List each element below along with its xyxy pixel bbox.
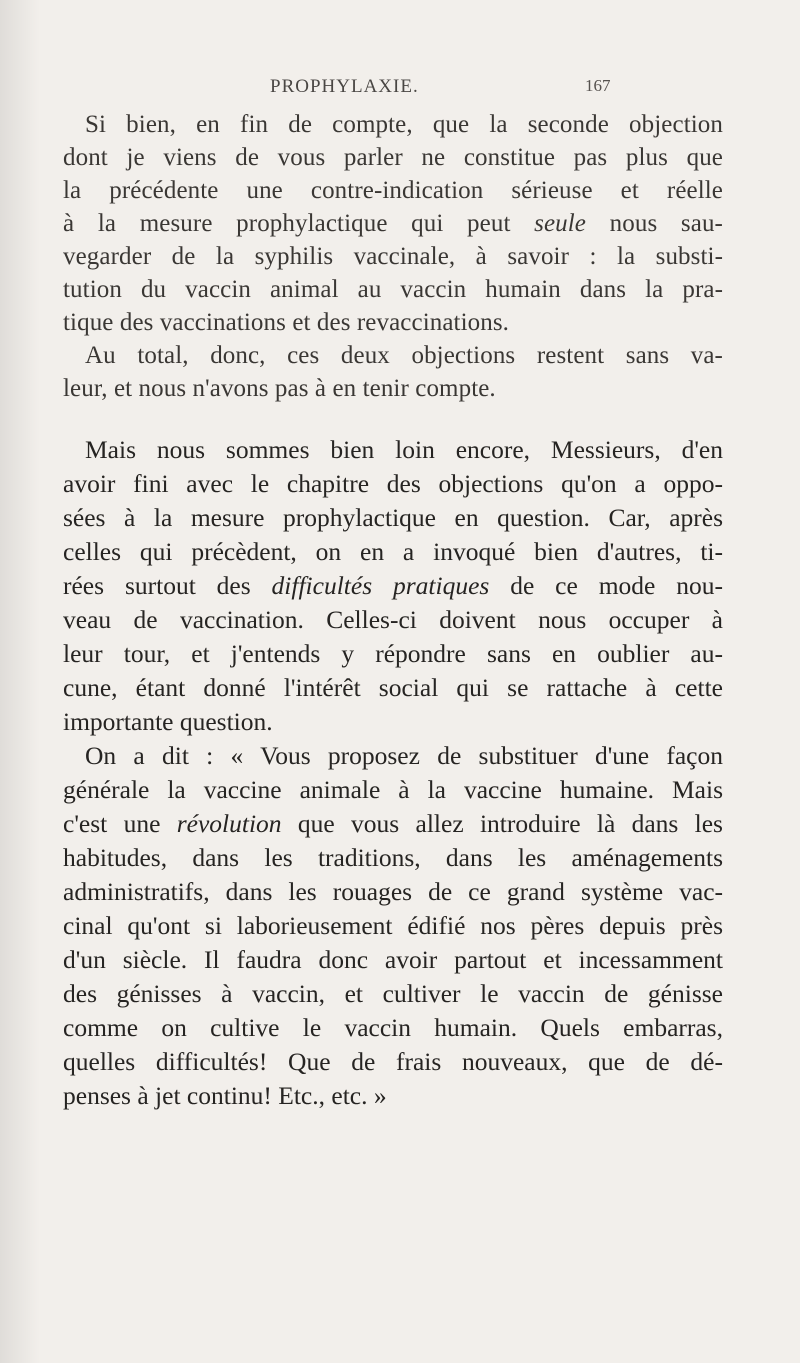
text-line: quelles difficultés! Que de frais nouveaux, que de dé- xyxy=(63,1047,723,1076)
text-line xyxy=(63,807,723,841)
text-run: nous sau- xyxy=(586,210,723,237)
text-line: Au total, donc, ces deux objections restent sans va- xyxy=(85,342,723,369)
text-run: de ce mode nou- xyxy=(489,571,723,600)
text-line: vegarder de la syphilis vaccinale, à savoir : la substi- xyxy=(63,243,723,270)
text-line: d'un siècle. Il faudra donc avoir partout et incessamment xyxy=(63,945,723,974)
page-number: 167 xyxy=(585,76,611,95)
text-line: des génisses à vaccin, et cultiver le vaccin de génisse xyxy=(63,979,723,1008)
text-line xyxy=(63,569,723,603)
text-line: leur, et nous n'avons pas à en tenir compte. xyxy=(63,375,496,402)
text-line: cinal qu'ont si laborieusement édifié nos pères depuis près xyxy=(63,911,723,940)
paragraph xyxy=(63,739,723,1113)
text-run: rées surtout des xyxy=(63,571,272,600)
spacer xyxy=(63,405,723,433)
text-line: dont je viens de vous parler ne constitue pas plus que xyxy=(63,144,723,171)
text-line: administratifs, dans les rouages de ce grand système vac- xyxy=(63,877,723,906)
text-line: Si bien, en fin de compte, que la seconde objection xyxy=(85,111,723,138)
text-line: avoir fini avec le chapitre des objections qu'on a oppo- xyxy=(63,469,723,498)
text-line: Mais nous sommes bien loin encore, Messieurs, d'en xyxy=(85,435,723,464)
text-line: comme on cultive le vaccin humain. Quels embarras, xyxy=(63,1013,723,1042)
text-line: leur tour, et j'entends y répondre sans en oublier au- xyxy=(63,639,723,668)
text-line: habitudes, dans les traditions, dans les aménagements xyxy=(63,843,723,872)
text-run: c'est une xyxy=(63,809,177,838)
text-line: cune, étant donné l'intérêt social qui se rattache à cette xyxy=(63,673,723,702)
running-head: PROPHYLAXIE. xyxy=(270,76,419,97)
text-line: générale la vaccine animale à la vaccine humaine. Mais xyxy=(63,775,723,804)
paragraph xyxy=(63,108,723,339)
text-line xyxy=(63,207,723,240)
italic-text: difficultés pratiques xyxy=(271,571,490,600)
text-line: celles qui précèdent, on en a invoqué bien d'autres, ti- xyxy=(63,537,723,566)
text-line: sées à la mesure prophylactique en question. Car, après xyxy=(63,503,723,532)
text-line: la précédente une contre-indication sérieuse et réelle xyxy=(63,177,723,204)
body-text xyxy=(63,108,723,1113)
text-line: importante question. xyxy=(63,707,273,736)
text-run: que vous allez introduire là dans les xyxy=(281,809,723,838)
italic-text: seule xyxy=(534,210,587,237)
paragraph xyxy=(63,433,723,739)
page-header xyxy=(200,76,800,106)
text-line: tique des vaccinations et des revaccinations. xyxy=(63,309,510,336)
paragraph xyxy=(63,339,723,405)
text-line: penses à jet continu! Etc., etc. » xyxy=(63,1081,387,1110)
text-line: On a dit : « Vous proposez de substituer d'une façon xyxy=(85,741,723,770)
text-run: à la mesure prophylactique qui peut xyxy=(63,210,535,237)
italic-text: révolution xyxy=(176,809,282,838)
text-line: tution du vaccin animal au vaccin humain dans la pra- xyxy=(63,276,723,303)
text-line: veau de vaccination. Celles-ci doivent nous occuper à xyxy=(63,605,723,634)
